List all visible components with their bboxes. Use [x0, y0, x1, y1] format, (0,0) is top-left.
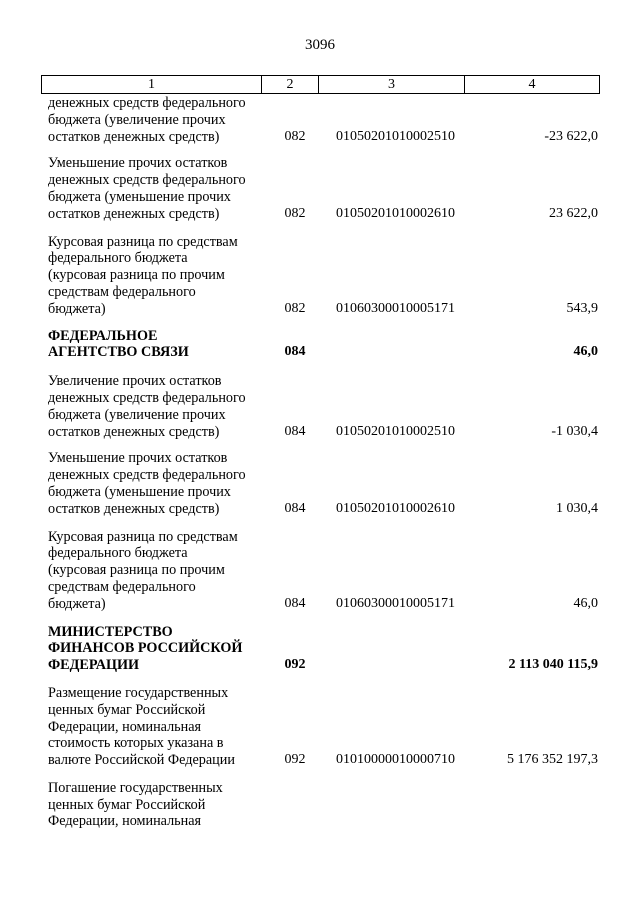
description-line: федерального бюджета	[48, 250, 188, 267]
row-description	[41, 373, 267, 440]
header-col-1: 1	[42, 76, 262, 94]
row-description	[41, 155, 267, 222]
row-amount: 1 030,4	[556, 500, 598, 516]
row-admin-code: 082	[284, 128, 306, 144]
page-number: 3096	[305, 37, 335, 53]
row-classification-code: 01060300010005171	[336, 595, 455, 611]
row-description	[41, 780, 267, 830]
description-line: Уменьшение прочих остатков	[48, 155, 228, 172]
description-line: федерального бюджета	[48, 545, 188, 562]
table-row	[41, 155, 600, 222]
description-line: ценных бумаг Российской	[48, 796, 206, 813]
table-row	[41, 685, 600, 769]
table-row	[41, 529, 600, 613]
description-line: Курсовая разница по средствам	[48, 528, 238, 545]
table-row	[41, 234, 600, 318]
row-amount: 2 113 040 115,9	[508, 657, 598, 673]
description-line: АГЕНТСТВО СВЯЗИ	[48, 344, 189, 361]
description-line: средствам федерального	[48, 578, 196, 595]
description-line: остатков денежных средств)	[48, 128, 220, 145]
row-description	[41, 95, 267, 145]
row-description	[41, 450, 267, 517]
row-description	[41, 234, 267, 318]
row-admin-code: 084	[284, 595, 306, 611]
description-line: ФЕДЕРАЦИИ	[48, 657, 140, 674]
table-row	[41, 624, 600, 674]
description-line: бюджета)	[48, 595, 106, 612]
table-row	[41, 95, 600, 145]
description-line: денежных средств федерального	[48, 172, 246, 189]
header-col-4: 4	[465, 76, 600, 94]
description-line: бюджета (уменьшение прочих	[48, 188, 231, 205]
row-amount: 23 622,0	[549, 205, 598, 221]
description-line: ФЕДЕРАЛЬНОЕ	[48, 327, 158, 344]
row-amount: 46,0	[573, 344, 598, 360]
description-line: Уменьшение прочих остатков	[48, 450, 228, 467]
description-line: Федерации, номинальная	[48, 813, 202, 830]
row-admin-code: 082	[284, 300, 306, 316]
row-description	[41, 685, 267, 769]
description-line: денежных средств федерального	[48, 389, 246, 406]
row-admin-code: 084	[284, 500, 306, 516]
table-header	[41, 75, 600, 94]
row-classification-code: 01050201010002610	[336, 500, 455, 516]
description-line: бюджета)	[48, 300, 106, 317]
description-line: бюджета (увеличение прочих	[48, 406, 226, 423]
description-line: (курсовая разница по прочим	[48, 562, 225, 579]
row-admin-code: 084	[284, 344, 306, 360]
row-classification-code: 01010000010000710	[336, 752, 455, 768]
description-line: денежных средств федерального	[48, 95, 246, 111]
row-description	[41, 529, 267, 613]
row-admin-code: 084	[284, 423, 306, 439]
description-line: Погашение государственных	[48, 779, 223, 796]
description-line: Размещение государственных	[48, 684, 229, 701]
description-line: бюджета (увеличение прочих	[48, 111, 226, 128]
description-line: Федерации, номинальная	[48, 718, 202, 735]
row-amount: -23 622,0	[544, 128, 598, 144]
row-amount: 46,0	[573, 595, 598, 611]
row-amount: -1 030,4	[551, 423, 598, 439]
header-col-3: 3	[319, 76, 465, 94]
description-line: валюте Российской Федерации	[48, 752, 235, 769]
row-admin-code: 092	[284, 657, 306, 673]
row-classification-code: 01050201010002510	[336, 128, 455, 144]
table-row	[41, 450, 600, 517]
description-line: стоимость которых указана в	[48, 735, 224, 752]
description-line: остатков денежных средств)	[48, 205, 220, 222]
description-line: бюджета (уменьшение прочих	[48, 483, 231, 500]
table-row	[41, 373, 600, 440]
description-line: Увеличение прочих остатков	[48, 373, 222, 390]
row-admin-code: 092	[284, 752, 306, 768]
description-line: остатков денежных средств)	[48, 423, 220, 440]
row-description	[41, 328, 267, 362]
table-row	[41, 780, 600, 830]
description-line: МИНИСТЕРСТВО	[48, 623, 173, 640]
row-admin-code: 082	[284, 205, 306, 221]
description-line: ФИНАНСОВ РОССИЙСКОЙ	[48, 640, 243, 657]
description-line: ценных бумаг Российской	[48, 701, 206, 718]
description-line: остатков денежных средств)	[48, 500, 220, 517]
description-line: средствам федерального	[48, 283, 196, 300]
row-amount: 543,9	[566, 300, 598, 316]
description-line: Курсовая разница по средствам	[48, 233, 238, 250]
header-col-2: 2	[262, 76, 319, 94]
table-body	[41, 95, 600, 830]
row-amount: 5 176 352 197,3	[507, 752, 598, 768]
row-classification-code: 01050201010002510	[336, 423, 455, 439]
row-classification-code: 01050201010002610	[336, 205, 455, 221]
row-classification-code: 01060300010005171	[336, 300, 455, 316]
row-description	[41, 624, 267, 674]
description-line: денежных средств федерального	[48, 467, 246, 484]
description-line: (курсовая разница по прочим	[48, 267, 225, 284]
table-row	[41, 328, 600, 362]
